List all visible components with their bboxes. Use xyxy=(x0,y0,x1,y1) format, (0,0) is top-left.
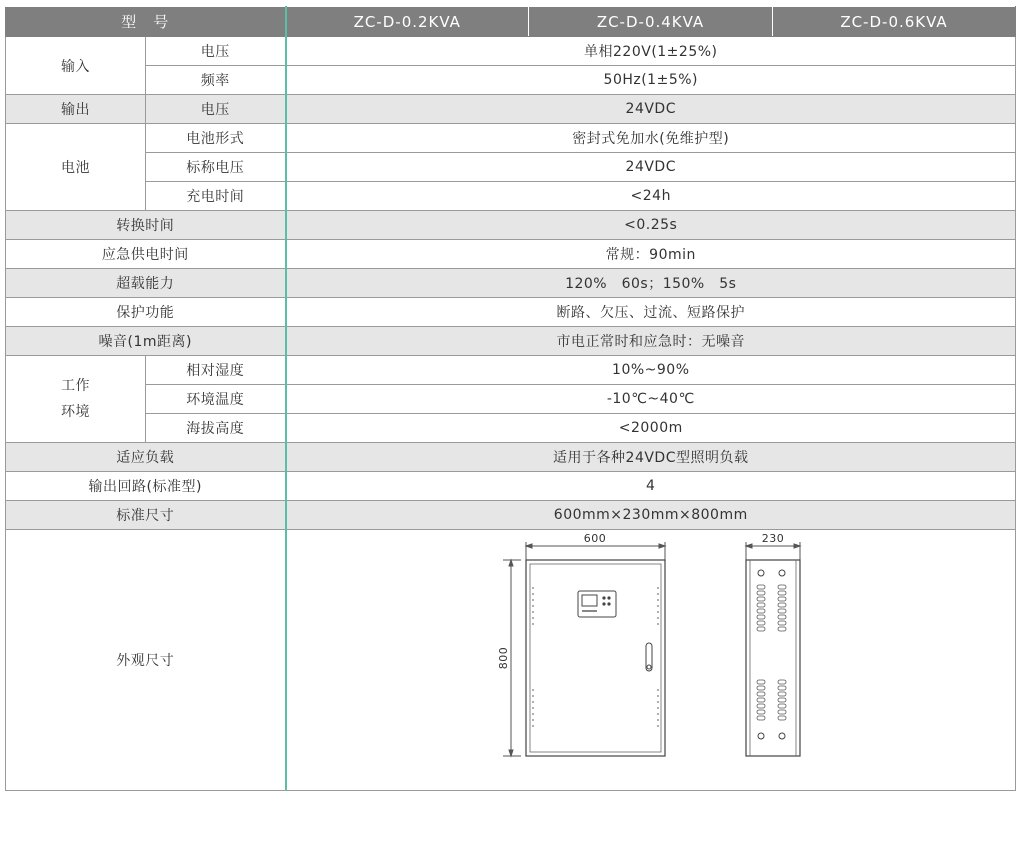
input-freq-label: 频率 xyxy=(146,66,286,95)
appearance-label: 外观尺寸 xyxy=(6,530,286,791)
height-dimension-label: 800 xyxy=(496,646,510,670)
table-row xyxy=(6,182,1016,211)
temperature-value: -10℃~40℃ xyxy=(286,385,1016,414)
battery-form-value: 密封式免加水(免维护型) xyxy=(286,124,1016,153)
overload-value: 120% 60s；150% 5s xyxy=(286,269,1016,298)
altitude-label: 海拔高度 xyxy=(146,414,286,443)
table-row xyxy=(6,37,1016,66)
environment-group-label xyxy=(6,356,146,443)
table-row xyxy=(6,66,1016,95)
input-voltage-label: 电压 xyxy=(146,37,286,66)
protection-label: 保护功能 xyxy=(6,298,286,327)
table-row xyxy=(6,269,1016,298)
cabinet-dimension-drawing xyxy=(441,530,861,790)
altitude-value: <2000m xyxy=(286,414,1016,443)
circuits-value: 4 xyxy=(286,472,1016,501)
model-header: 型 号 xyxy=(6,7,286,37)
switch-time-label: 转换时间 xyxy=(6,211,286,240)
input-voltage-value: 单相220V(1±25%) xyxy=(286,37,1016,66)
table-row xyxy=(6,153,1016,182)
battery-charge-label: 充电时间 xyxy=(146,182,286,211)
circuits-label: 输出回路(标准型) xyxy=(6,472,286,501)
size-label: 标准尺寸 xyxy=(6,501,286,530)
spec-table xyxy=(5,6,1016,791)
model-0.4kva: ZC-D-0.4KVA xyxy=(529,7,773,37)
table-row xyxy=(6,501,1016,530)
environment-group-line2: 环境 xyxy=(61,404,90,420)
temperature-label: 环境温度 xyxy=(146,385,286,414)
size-value: 600mm×230mm×800mm xyxy=(286,501,1016,530)
table-row xyxy=(6,327,1016,356)
load-value: 适用于各种24VDC型照明负载 xyxy=(286,443,1016,472)
battery-form-label: 电池形式 xyxy=(146,124,286,153)
table-row xyxy=(6,385,1016,414)
model-0.6kva: ZC-D-0.6KVA xyxy=(773,7,1016,37)
model-0.2kva: ZC-D-0.2KVA xyxy=(286,7,529,37)
header-row xyxy=(6,7,1016,37)
table-row xyxy=(6,443,1016,472)
battery-group-label: 电池 xyxy=(6,124,146,211)
switch-time-value: <0.25s xyxy=(286,211,1016,240)
environment-group-line1: 工作 xyxy=(61,378,90,394)
table-row xyxy=(6,414,1016,443)
battery-charge-value: <24h xyxy=(286,182,1016,211)
humidity-value: 10%~90% xyxy=(286,356,1016,385)
battery-nominal-value: 24VDC xyxy=(286,153,1016,182)
table-row xyxy=(6,240,1016,269)
input-freq-value: 50Hz(1±5%) xyxy=(286,66,1016,95)
output-voltage-value: 24VDC xyxy=(286,95,1016,124)
table-row xyxy=(6,95,1016,124)
input-group-label: 输入 xyxy=(6,37,146,95)
width-dimension-label: 600 xyxy=(583,532,607,545)
emergency-time-value: 常规：90min xyxy=(286,240,1016,269)
output-group-label: 输出 xyxy=(6,95,146,124)
table-row xyxy=(6,530,1016,791)
table-row xyxy=(6,472,1016,501)
noise-value: 市电正常时和应急时：无噪音 xyxy=(286,327,1016,356)
table-row xyxy=(6,356,1016,385)
load-label: 适应负载 xyxy=(6,443,286,472)
output-voltage-label: 电压 xyxy=(146,95,286,124)
battery-nominal-label: 标称电压 xyxy=(146,153,286,182)
table-row xyxy=(6,124,1016,153)
humidity-label: 相对湿度 xyxy=(146,356,286,385)
table-row xyxy=(6,211,1016,240)
cabinet-front-view xyxy=(526,560,665,756)
noise-label: 噪音(1m距离) xyxy=(6,327,286,356)
depth-dimension-label: 230 xyxy=(761,532,785,545)
cabinet-side-view xyxy=(746,560,800,756)
emergency-time-label: 应急供电时间 xyxy=(6,240,286,269)
overload-label: 超载能力 xyxy=(6,269,286,298)
appearance-diagram-cell xyxy=(286,530,1016,791)
table-row xyxy=(6,298,1016,327)
protection-value: 断路、欠压、过流、短路保护 xyxy=(286,298,1016,327)
